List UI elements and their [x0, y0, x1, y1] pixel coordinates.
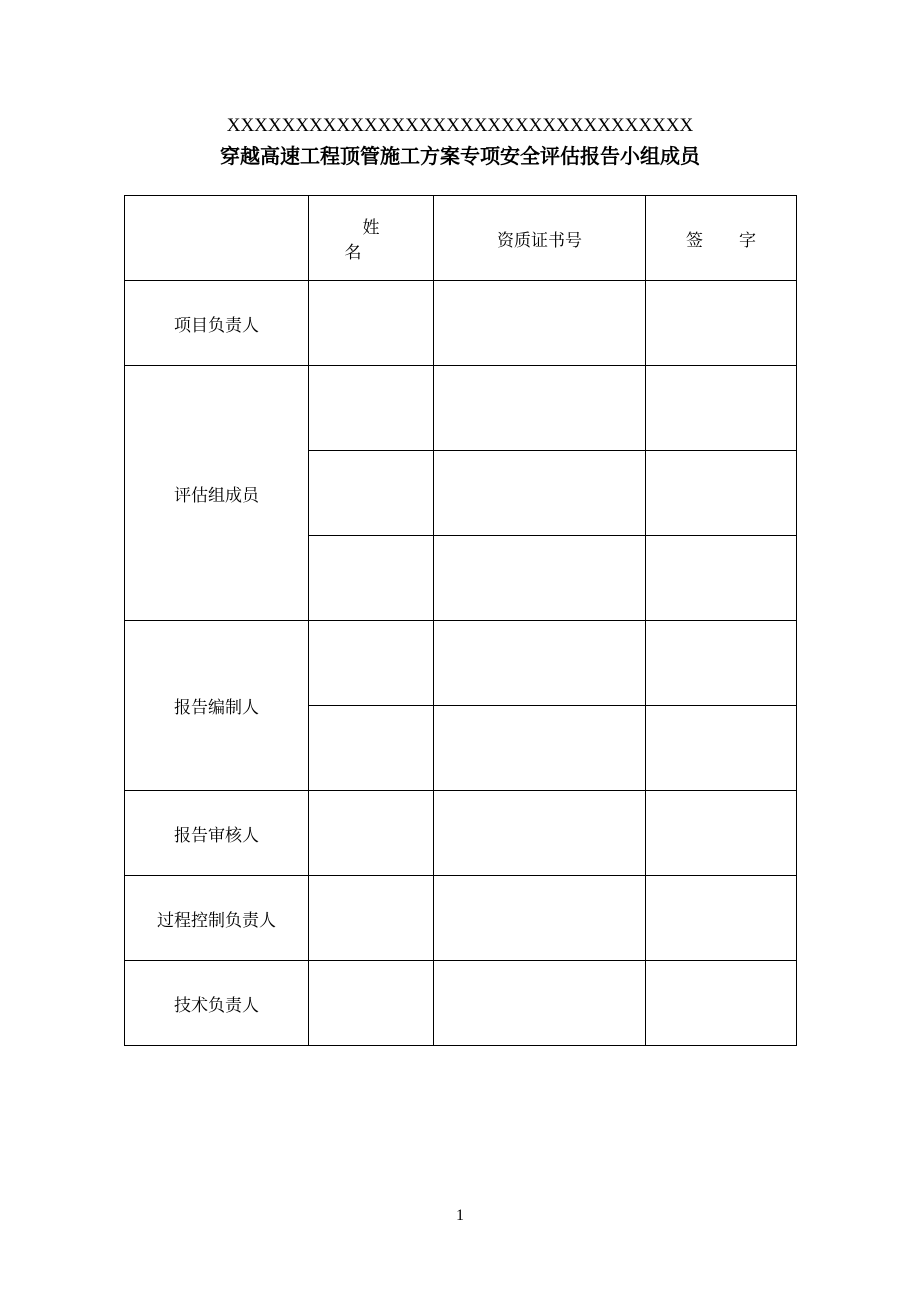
table-header-row — [125, 196, 797, 281]
header-name-label: 姓名 — [344, 218, 416, 263]
signature-cell — [646, 791, 797, 876]
signature-cell — [646, 706, 797, 791]
table-row — [125, 961, 797, 1046]
name-cell — [309, 876, 434, 961]
role-assessment-members: 评估组成员 — [125, 366, 309, 621]
name-cell — [309, 536, 434, 621]
certificate-cell — [434, 281, 646, 366]
header-name-cell — [309, 196, 434, 281]
role-project-lead: 项目负责人 — [125, 281, 309, 366]
name-cell — [309, 451, 434, 536]
name-cell — [309, 281, 434, 366]
table-row — [125, 621, 797, 706]
header-signature-label: 签字 — [686, 230, 792, 251]
member-table — [124, 195, 797, 1046]
signature-cell — [646, 961, 797, 1046]
signature-cell — [646, 621, 797, 706]
name-cell — [309, 366, 434, 451]
page-number: 1 — [456, 1207, 464, 1224]
name-cell — [309, 706, 434, 791]
certificate-cell — [434, 621, 646, 706]
table-row — [125, 281, 797, 366]
name-cell — [309, 621, 434, 706]
name-cell — [309, 791, 434, 876]
certificate-cell — [434, 876, 646, 961]
table-row — [125, 876, 797, 961]
signature-cell — [646, 876, 797, 961]
table-row — [125, 366, 797, 451]
certificate-cell — [434, 791, 646, 876]
certificate-cell — [434, 451, 646, 536]
header-certificate-cell: 资质证书号 — [434, 196, 646, 281]
signature-cell — [646, 366, 797, 451]
name-cell — [309, 961, 434, 1046]
signature-cell — [646, 536, 797, 621]
header-role-cell — [125, 196, 309, 281]
role-report-author: 报告编制人 — [125, 621, 309, 791]
role-report-reviewer: 报告审核人 — [125, 791, 309, 876]
table-row — [125, 791, 797, 876]
certificate-cell — [434, 961, 646, 1046]
document-title-line1: XXXXXXXXXXXXXXXXXXXXXXXXXXXXXXXXXX — [226, 115, 694, 136]
role-technical-lead: 技术负责人 — [125, 961, 309, 1046]
certificate-cell — [434, 536, 646, 621]
certificate-cell — [434, 706, 646, 791]
document-title: 穿越高速工程顶管施工方案专项安全评估报告小组成员 — [220, 144, 700, 168]
signature-cell — [646, 451, 797, 536]
signature-cell — [646, 281, 797, 366]
header-signature-cell — [646, 196, 797, 281]
role-process-control-lead: 过程控制负责人 — [125, 876, 309, 961]
certificate-cell — [434, 366, 646, 451]
